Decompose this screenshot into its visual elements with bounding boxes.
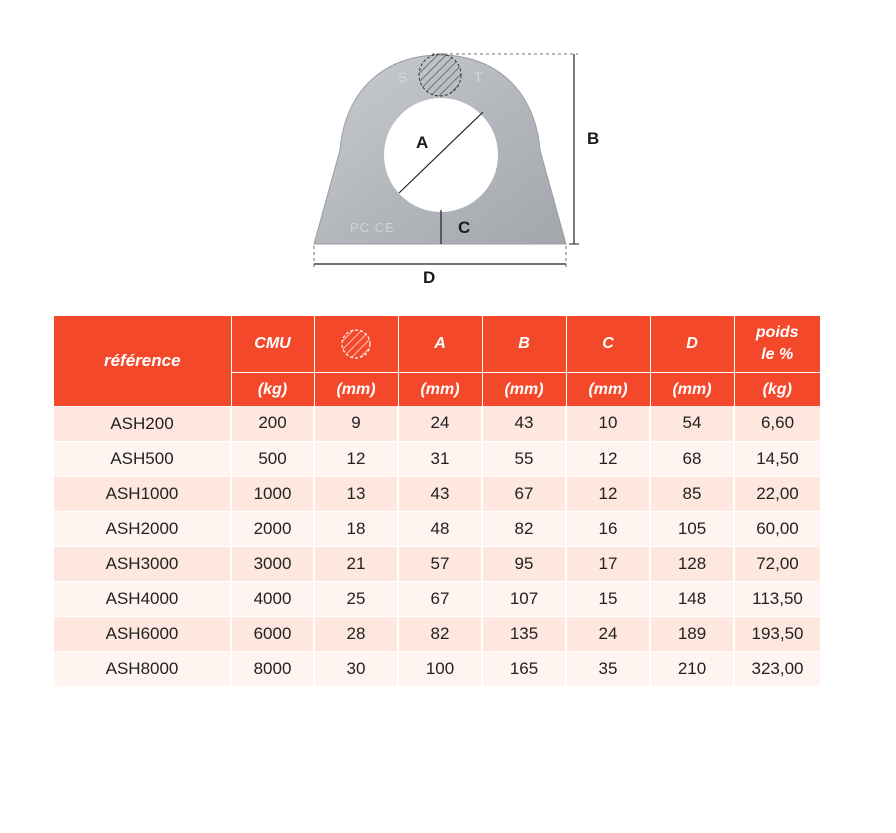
table-cell: 12: [566, 441, 650, 476]
table-cell: 323,00: [734, 651, 820, 686]
lifting-eye-hole: [384, 98, 498, 212]
table-cell: 31: [398, 441, 482, 476]
table-row: [54, 651, 820, 686]
header-diameter: [314, 316, 398, 373]
table-cell: 165: [482, 651, 566, 686]
table-cell: 9: [314, 406, 398, 441]
unit-b: (mm): [482, 373, 566, 407]
label-b: B: [587, 129, 600, 148]
stamp-text: PC CE: [350, 220, 395, 235]
table-cell: 8000: [231, 651, 314, 686]
header-reference: référence: [54, 316, 231, 406]
unit-cmu: (kg): [231, 373, 314, 407]
table-cell: 13: [314, 476, 398, 511]
table-cell: 30: [314, 651, 398, 686]
label-c: C: [458, 218, 471, 237]
label-d: D: [423, 268, 436, 287]
table-cell: 2000: [231, 511, 314, 546]
table-cell: 68: [650, 441, 734, 476]
table-cell: 28: [314, 616, 398, 651]
table-cell: 82: [398, 616, 482, 651]
table-cell: 6,60: [734, 406, 820, 441]
table-cell: ASH3000: [54, 546, 231, 581]
table-cell: 85: [650, 476, 734, 511]
table-row: [54, 406, 820, 441]
table-cell: 200: [231, 406, 314, 441]
table-cell: 1000: [231, 476, 314, 511]
product-diagram: [0, 0, 896, 300]
table-cell: ASH8000: [54, 651, 231, 686]
table-cell: 95: [482, 546, 566, 581]
table-cell: 24: [398, 406, 482, 441]
table-row: [54, 616, 820, 651]
table-cell: 17: [566, 546, 650, 581]
table-row: [54, 581, 820, 616]
unit-a: (mm): [398, 373, 482, 407]
table-cell: 128: [650, 546, 734, 581]
table-cell: 21: [314, 546, 398, 581]
header-b: B: [482, 316, 566, 373]
header-cmu: CMU: [231, 316, 314, 373]
header-c: C: [566, 316, 650, 373]
table-cell: 22,00: [734, 476, 820, 511]
table-header-row: [54, 316, 820, 373]
table-row: [54, 441, 820, 476]
table-cell: 105: [650, 511, 734, 546]
table-cell: 82: [482, 511, 566, 546]
table-cell: 48: [398, 511, 482, 546]
table-cell: ASH500: [54, 441, 231, 476]
table-cell: 18: [314, 511, 398, 546]
table-cell: 500: [231, 441, 314, 476]
header-weight: poids le %: [734, 316, 820, 373]
table-cell: 57: [398, 546, 482, 581]
table-cell: 135: [482, 616, 566, 651]
table-cell: 12: [314, 441, 398, 476]
table-cell: 72,00: [734, 546, 820, 581]
table-row: [54, 546, 820, 581]
table-cell: 107: [482, 581, 566, 616]
table-cell: 14,50: [734, 441, 820, 476]
table-cell: 12: [566, 476, 650, 511]
table-cell: 6000: [231, 616, 314, 651]
table-cell: 193,50: [734, 616, 820, 651]
table-cell: 100: [398, 651, 482, 686]
table-cell: 55: [482, 441, 566, 476]
table-body: [54, 406, 820, 686]
header-a: A: [398, 316, 482, 373]
table-cell: 67: [482, 476, 566, 511]
table-cell: ASH6000: [54, 616, 231, 651]
unit-weight: (kg): [734, 373, 820, 407]
table-cell: 4000: [231, 581, 314, 616]
unit-c: (mm): [566, 373, 650, 407]
table-cell: 10: [566, 406, 650, 441]
lifting-point-drawing: [0, 0, 896, 300]
table-cell: 43: [482, 406, 566, 441]
table-cell: ASH4000: [54, 581, 231, 616]
section-hatched-circle: [419, 54, 461, 96]
unit-d: (mm): [650, 373, 734, 407]
table-cell: 43: [398, 476, 482, 511]
table-row: [54, 511, 820, 546]
table-cell: 148: [650, 581, 734, 616]
table-cell: 67: [398, 581, 482, 616]
svg-text:S: S: [398, 69, 408, 85]
table-cell: 60,00: [734, 511, 820, 546]
specification-table: [54, 316, 820, 687]
table-cell: 113,50: [734, 581, 820, 616]
table-cell: 16: [566, 511, 650, 546]
header-d: D: [650, 316, 734, 373]
table-cell: 189: [650, 616, 734, 651]
table-row: [54, 476, 820, 511]
hatched-circle-icon: [339, 327, 373, 361]
table-cell: 3000: [231, 546, 314, 581]
table-cell: ASH1000: [54, 476, 231, 511]
table-cell: 210: [650, 651, 734, 686]
table-cell: 25: [314, 581, 398, 616]
table-cell: ASH200: [54, 406, 231, 441]
svg-text:T: T: [474, 69, 483, 85]
label-a: A: [416, 133, 429, 152]
unit-diameter: (mm): [314, 373, 398, 407]
table-cell: 54: [650, 406, 734, 441]
table-cell: 35: [566, 651, 650, 686]
table-cell: 24: [566, 616, 650, 651]
table-cell: 15: [566, 581, 650, 616]
table-cell: ASH2000: [54, 511, 231, 546]
